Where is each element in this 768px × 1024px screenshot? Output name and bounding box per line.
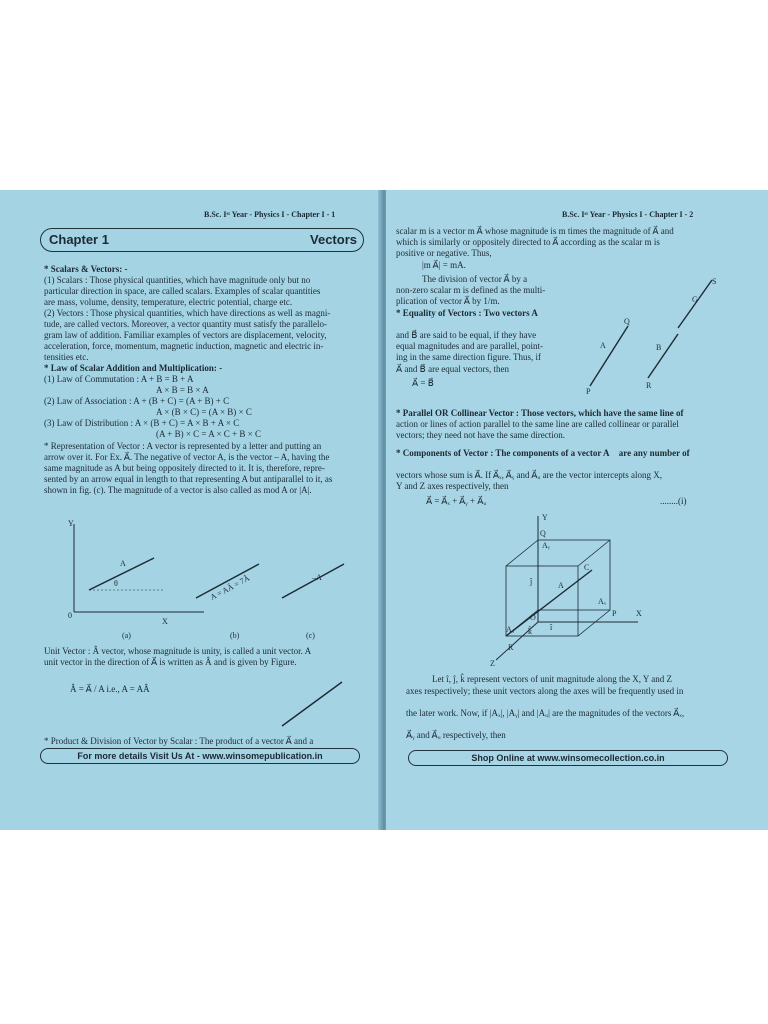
fig-label: Aᵧ — [542, 541, 550, 550]
fig-label: Q — [624, 317, 630, 326]
equal-vectors-figure — [582, 276, 722, 394]
text-line: scalar m is a vector m A⃗ whose magnitude is m times the magnitude of A⃗ and — [396, 226, 674, 236]
fig-label: Y — [68, 520, 74, 528]
text-line: * Product & Division of Vector by Scalar : The product of a vector A⃗ and a — [44, 736, 314, 746]
fig-label: X — [162, 617, 168, 626]
text-line: (2) Law of Association : A + (B + C) = (A + B) + C — [44, 396, 230, 406]
vector-figures — [44, 520, 364, 640]
text-line: * Components of Vector : The components of a vector A⃗ are any number of — [396, 448, 690, 458]
text-line: arrow over it. For Ex. A⃗. The negative of vector A, is the vector – A, having the — [44, 452, 330, 462]
text-line: gram law of addition. Familiar examples of vectors are displacement, velocity, — [44, 330, 327, 340]
footer-banner: Shop Online at www.winsomecollection.co.in — [408, 750, 728, 766]
text-line: non-zero scalar m is defined as the multi- — [396, 285, 546, 295]
text-line: axes respectively; these unit vectors along the axes will be frequently used in — [406, 686, 684, 696]
fig-label: R — [646, 381, 652, 390]
fig-label: î — [550, 623, 553, 632]
text-line: * Law of Scalar Addition and Multiplication: - — [44, 363, 223, 373]
fig-label: O — [530, 613, 536, 622]
text-line: action or lines of action parallel to the same line are called collinear or parallel — [396, 419, 679, 429]
unit-vector-figure — [272, 674, 352, 734]
fig-label: Y — [542, 513, 548, 522]
text-line: (A + B) × C = A × C + B × C — [156, 429, 261, 439]
chapter-label: Chapter 1 — [49, 232, 109, 247]
text-line: which is similarly or oppositely directed to A⃗ according as the scalar m is — [396, 237, 660, 247]
fig-label: Aₓ — [598, 597, 607, 606]
text-line: (1) Law of Commutation : A + B = B + A — [44, 374, 194, 384]
cube-components-figure — [472, 510, 652, 670]
fig-label: Aᵤ — [506, 625, 515, 634]
text-line: A⃗ = A⃗ₓ + A⃗ᵧ + A⃗ᵤ — [426, 496, 487, 506]
fig-caption: (b) — [230, 631, 240, 640]
text-line: (2) Vectors : Those physical quantities, which have directions as well as magni- — [44, 308, 331, 318]
text-line: The division of vector A⃗ by a — [422, 274, 528, 284]
text-line: vectors; they need not have the same direction. — [396, 430, 565, 440]
text-line: the later work. Now, if |Aₓ|, |Aᵧ| and |Aᵤ| are the magnitudes of the vectors A⃗ₓ, — [406, 708, 685, 718]
text-line: sented by an arrow equal in length to that representing A but antiparallel to it, as — [44, 474, 333, 484]
text-line: unit vector in the direction of A⃗ is written as Â and is given by Figure. — [44, 657, 297, 667]
fig-label: 0 — [68, 611, 72, 620]
fig-label: A = AÂ = 7Â — [208, 573, 252, 602]
fig-label: θ — [114, 579, 118, 588]
text-line: and B⃗ are said to be equal, if they have — [396, 330, 537, 340]
text-line: tensities etc. — [44, 352, 89, 362]
fig-label: X — [636, 609, 642, 618]
text-line: |m A⃗| = mA. — [422, 260, 466, 270]
left-page — [0, 190, 382, 830]
text-line: equal magnitudes and are parallel, point- — [396, 341, 543, 351]
text-line: plication of vector A⃗ by 1/m. — [396, 296, 500, 306]
text-line: shown in fig. (c). The magnitude of a vector is also called as mod A or |A|. — [44, 485, 312, 495]
text-line: (3) Law of Distribution : A × (B + C) = A × B + A × C — [44, 418, 240, 428]
fig-label: G — [692, 295, 698, 304]
text-line: * Parallel OR Collinear Vector : Those vectors, which have the same line of — [396, 408, 684, 418]
text-line: Let î, ĵ, k̂ represent vectors of unit magnitude along the X, Y and Z — [432, 674, 673, 684]
equation-number: ........(i) — [660, 496, 687, 506]
fig-label: –A — [312, 573, 322, 582]
text-line: vectors whose sum is A⃗. If A⃗ₓ, A⃗ᵧ and A⃗ᵤ are the vector intercepts along X, — [396, 470, 663, 480]
fig-label: Z — [490, 659, 495, 668]
text-line: acceleration, force, momentum, magnetic induction, magnetic and electric in- — [44, 341, 324, 351]
fig-label: Q — [540, 529, 546, 538]
fig-label: k̂ — [528, 627, 532, 636]
page-header: B.Sc. Iˢᵗ Year - Physics I - Chapter I - 1 — [204, 210, 336, 219]
text-line: positive or negative. Thus, — [396, 248, 492, 258]
fig-caption: (c) — [306, 631, 315, 640]
fig-label: S — [712, 277, 717, 286]
fig-caption: (a) — [122, 631, 131, 640]
text-line: A × B = B × A — [156, 385, 209, 395]
text-line: Unit Vector : Â vector, whose magnitude is unity, is called a unit vector. A — [44, 646, 312, 656]
text-line: A⃗ and B⃗ are equal vectors, then — [396, 364, 510, 374]
chapter-bar — [40, 228, 364, 252]
fig-label: A — [120, 559, 126, 568]
fig-label: P — [586, 387, 591, 394]
text-line: are mass, volume, density, temperature, electric potential, charge etc. — [44, 297, 293, 307]
fig-label: C — [584, 563, 590, 572]
text-line: * Equality of Vectors : Two vectors A⃗ — [396, 308, 545, 318]
text-line: particular direction in space, are called scalars. Examples of scalar quantities — [44, 286, 321, 296]
text-line: * Representation of Vector : A vector is represented by a letter and putting an — [44, 441, 322, 451]
text-line: A⃗ = B⃗ — [412, 378, 434, 388]
chapter-title: Vectors — [310, 232, 357, 247]
unit-formula: Â = A⃗ / A i.e., A = AÂ — [70, 684, 150, 694]
right-page — [386, 190, 768, 830]
footer-banner: For more details Visit Us At - www.winsomepublication.in — [40, 748, 360, 764]
text-line: tude, are called vectors. Moreover, a vector quantity must satisfy the parallelo- — [44, 319, 328, 329]
text-line: A⃗ᵧ and A⃗ᵤ respectively, then — [406, 730, 506, 740]
text-line: ing in the same direction figure. Thus, if — [396, 352, 542, 362]
fig-label: P — [612, 609, 617, 618]
fig-label: R — [508, 643, 514, 652]
fig-label: A — [600, 341, 606, 350]
fig-label: ĵ — [530, 577, 533, 586]
fig-label: A — [558, 581, 564, 590]
text-line: * Scalars & Vectors: - — [44, 264, 128, 274]
fig-label: B — [656, 343, 662, 352]
page-header: B.Sc. Iˢᵗ Year - Physics I - Chapter I - 2 — [562, 210, 694, 219]
text-line: (1) Scalars : Those physical quantities, which have magnitude only but no — [44, 275, 311, 285]
text-line: same magnitude as A but being oppositely directed to it. It is, therefore, repre- — [44, 463, 325, 473]
text-line: A × (B × C) = (A × B) × C — [156, 407, 252, 417]
text-line: Y and Z axes respectively, then — [396, 481, 509, 491]
book-spread — [0, 190, 768, 830]
